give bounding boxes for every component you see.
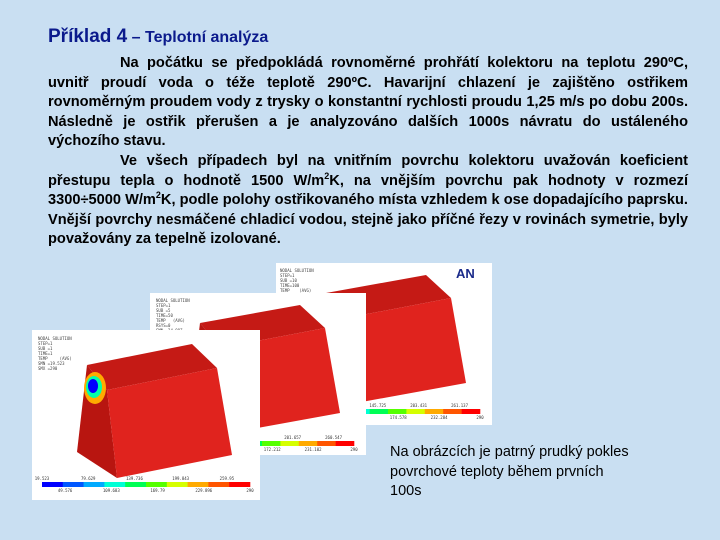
legend-swatch bbox=[443, 409, 462, 414]
legend-swatch bbox=[425, 409, 444, 414]
legend-swatch bbox=[208, 482, 229, 487]
legend-swatch bbox=[462, 409, 481, 414]
legend-swatch bbox=[299, 441, 318, 446]
legend-label: 199.843 bbox=[172, 476, 190, 481]
result-info-3: NODAL SOLUTION STEP=1 SUB =10 TIME=100 TEMP (AVG) bbox=[280, 268, 314, 293]
legend-bar-1 bbox=[35, 476, 254, 493]
paragraph-1: Na počátku se předpokládá rovnoměrné prohřátí kolektoru na teplotu 290ºC, uvnitř proudí voda o téže teplotě 290ºC. Havarijní chlazení je zajištěno ostřikem rovnoměrným proudem vody z trysky o konstantní rychlosti proudu 1,25 m/s po dobu 200s. Následně je ostřik přerušen a je analyzováno dalších 1000s návratu do ustáleného výchozího stavu. bbox=[48, 55, 688, 150]
legend-label: 290 bbox=[246, 488, 254, 493]
legend-swatch bbox=[42, 482, 63, 487]
legend-swatch bbox=[104, 482, 125, 487]
legend-swatch bbox=[262, 441, 281, 446]
legend-swatch bbox=[388, 409, 407, 414]
legend-label: 19.523 bbox=[34, 476, 50, 481]
legend-label: 79.629 bbox=[80, 476, 96, 481]
legend-label: 169.79 bbox=[150, 488, 165, 493]
legend-swatch bbox=[370, 409, 389, 414]
legend-label: 203.431 bbox=[410, 403, 428, 408]
legend-swatch bbox=[406, 409, 425, 414]
title-main: Příklad 4 bbox=[48, 26, 128, 47]
result-info-1: NODAL SOLUTION STEP=1 SUB =1 TIME=1 TEMP (AVG) SMN =19.523 SMX =290 bbox=[38, 336, 72, 371]
body-text bbox=[48, 54, 688, 250]
legend-label: 145.725 bbox=[369, 403, 387, 408]
legend-label: 259.95 bbox=[219, 476, 235, 481]
legend-swatch bbox=[336, 441, 355, 446]
paragraph-2: Ve všech případech byl na vnitřním povrchu kolektoru uvažován koeficient přestupu tepla o hodnotě 1500 $W/m^2K$, na vnějším povrchu pak hodnoty v rozmezí 3300÷5000 $W/m^2K$, podle polohy ostřikovaného místa vzhledem k ose dopadajícího paprsku. Vnější povrchy nesmáčené chladicí vodou, stejně jako příčné řezy v rovinách symetrie, byly považovány za tepelně izolované. bbox=[48, 152, 689, 248]
result-screenshot-1 bbox=[32, 330, 260, 500]
legend-label: 290 bbox=[476, 415, 484, 420]
title-sub: – Teplotní analýza bbox=[127, 29, 269, 46]
legend-swatch bbox=[188, 482, 209, 487]
legend-label: 260.547 bbox=[325, 435, 342, 440]
legend-swatch bbox=[167, 482, 188, 487]
slide-title bbox=[48, 26, 268, 48]
legend-label: 261.137 bbox=[451, 403, 468, 408]
legend-swatch bbox=[84, 482, 105, 487]
legend-label: 232.284 bbox=[430, 415, 448, 420]
legend-label: 172.212 bbox=[263, 447, 281, 452]
legend-label: 139.736 bbox=[126, 476, 143, 481]
legend-swatch bbox=[229, 482, 250, 487]
legend-swatch bbox=[146, 482, 167, 487]
legend-label: 229.896 bbox=[195, 488, 213, 493]
caption: Na obrázcích je patrný prudký pokles povrchové teploty během prvních 100s bbox=[390, 444, 629, 499]
legend-label: 231.102 bbox=[304, 447, 322, 452]
legend-label: 174.578 bbox=[389, 415, 407, 420]
legend-swatch bbox=[125, 482, 146, 487]
legend-swatch bbox=[317, 441, 336, 446]
legend-swatch bbox=[280, 441, 299, 446]
legend-swatch bbox=[63, 482, 84, 487]
legend-label: 201.657 bbox=[284, 435, 302, 440]
ansys-logo: AN bbox=[456, 266, 475, 281]
result-info-2: NODAL SOLUTION STEP=1 SUB =5 TIME=50 TEMP (AVG) RSYS=0 bbox=[156, 298, 190, 328]
legend-label: 109.683 bbox=[102, 488, 120, 493]
legend-label: 290 bbox=[350, 447, 358, 452]
legend-label: 49.576 bbox=[57, 488, 73, 493]
